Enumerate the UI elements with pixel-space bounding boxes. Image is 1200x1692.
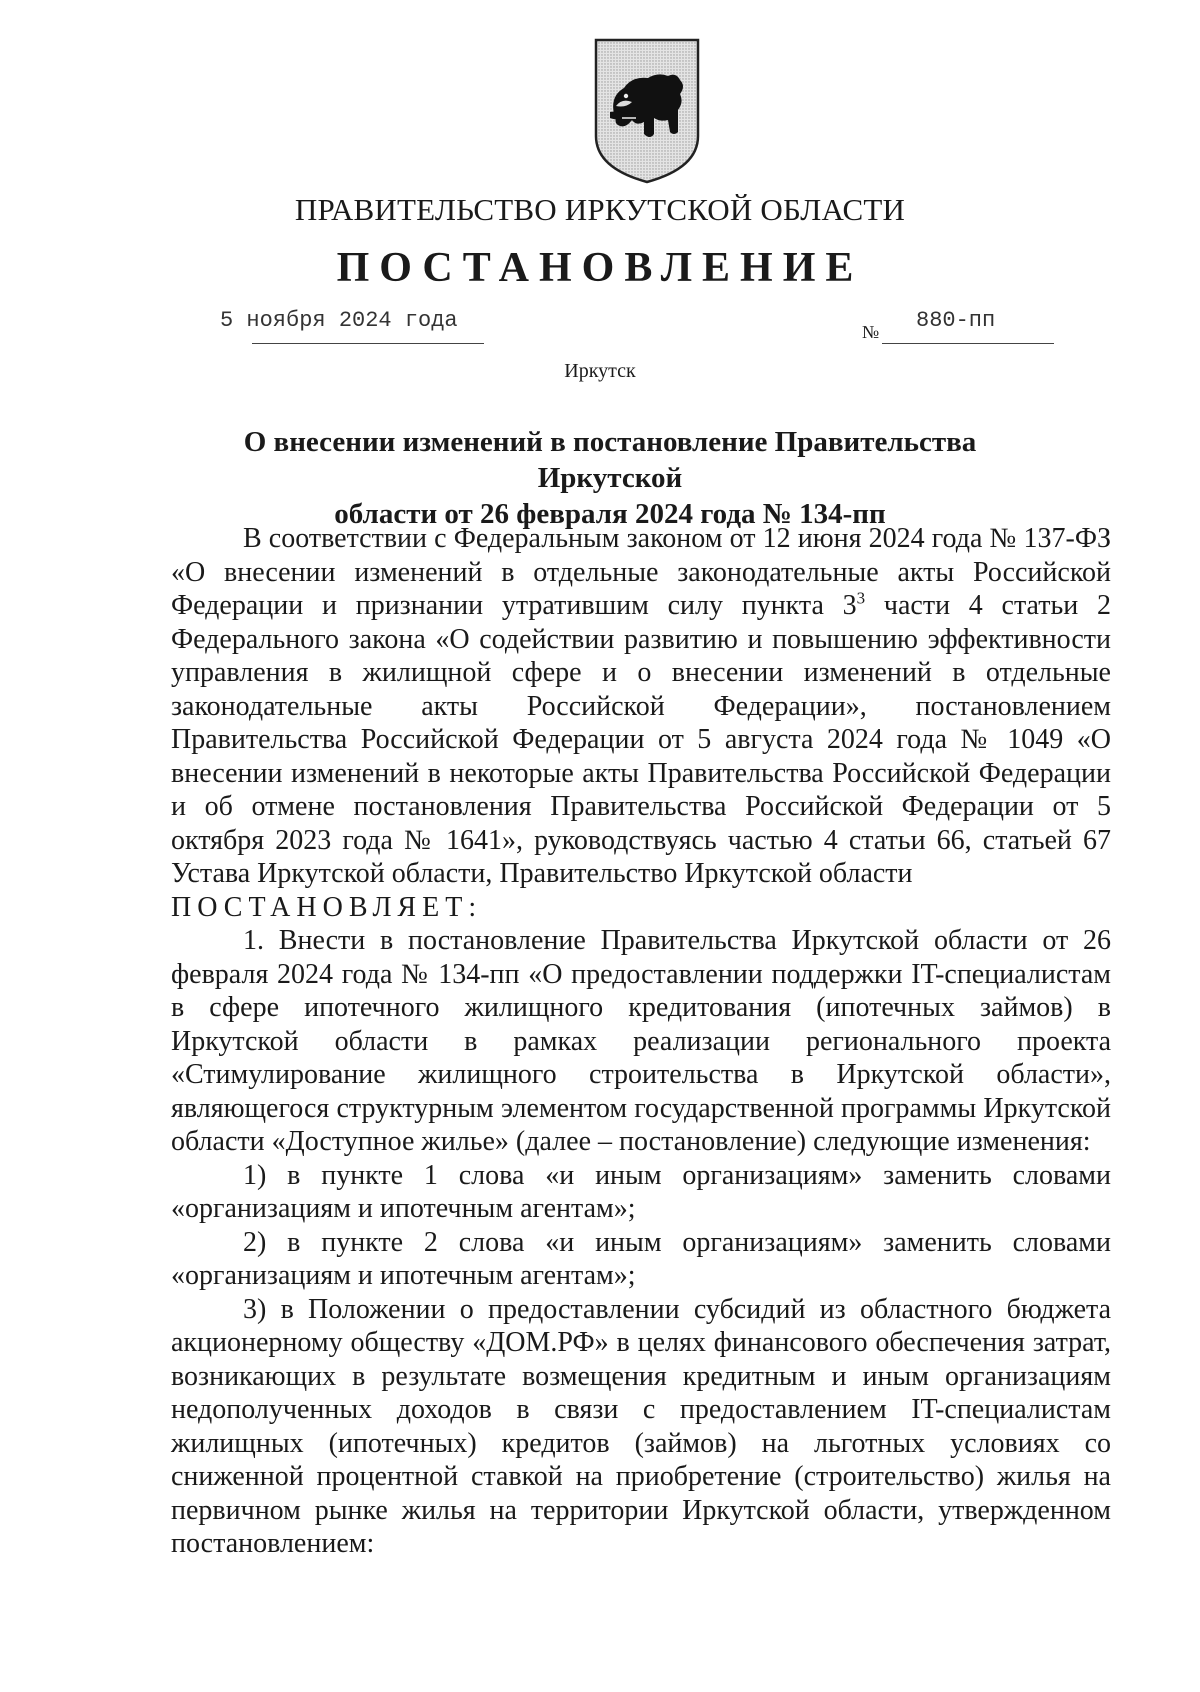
preamble-text-1: В соответствии с Федеральным законом от 12 июня 2024 года № 137-ФЗ «О внесении изменений в отдельные законодательные акты Российской Федерации и признании утратившим силу пункта 3 bbox=[171, 523, 1111, 621]
date-underline bbox=[252, 343, 484, 344]
decree-subject bbox=[180, 424, 1040, 532]
document-type-title: ПОСТАНОВЛЕНИЕ bbox=[336, 245, 864, 291]
subitem-1-paragraph: 1) в пункте 1 слова «и иным организациям» заменить словами «организациям и ипотечным агентам»; bbox=[171, 1159, 1111, 1224]
preamble-superscript: 3 bbox=[856, 588, 866, 608]
preamble-paragraph bbox=[171, 522, 1111, 891]
decree-word-paragraph bbox=[171, 891, 1111, 925]
decree-body bbox=[171, 522, 1111, 1561]
preamble-text-2: части 4 статьи 2 Федерального закона «О содействии развитию и повышению эффективности управления в жилищной сфере и о внесении изменений в отдельные законодательные акты Российской Федерации», постановлением Правительства Российской Федерации от 5 августа 2024 года № 1049 «О внесении изменений в некоторые акты Правительства Российской Федерации и об отмене постановления Правительства Российской Федерации от 5 октября 2023 года № 1641», руководствуясь частью 4 статьи 66, статьей 67 Устава Иркутской области, Правительство Иркутской области bbox=[171, 590, 1111, 889]
number-sign: № bbox=[862, 322, 880, 342]
decree-number: 880-пп bbox=[916, 308, 996, 333]
number-underline bbox=[882, 343, 1054, 344]
decree-word: ПОСТАНОВЛЯЕТ: bbox=[171, 891, 483, 923]
subitem-2-paragraph: 2) в пункте 2 слова «и иным организациям» заменить словами «организациям и ипотечным агентам»; bbox=[171, 1226, 1111, 1291]
subject-line-2: области от 26 февраля 2024 года № 134-пп bbox=[334, 498, 886, 530]
subject-line-1: О внесении изменений в постановление Правительства Иркутской bbox=[243, 426, 977, 494]
government-title: ПРАВИТЕЛЬСТВО ИРКУТСКОЙ ОБЛАСТИ bbox=[294, 192, 906, 227]
decree-date: 5 ноября 2024 года bbox=[220, 308, 458, 333]
coat-of-arms-emblem bbox=[592, 36, 702, 186]
item-1-paragraph: 1. Внести в постановление Правительства Иркутской области от 26 февраля 2024 года № 134-пп «О предоставлении поддержки IT-специалистам в сфере ипотечного жилищного кредитования (ипотечных займов) в Иркутской области в рамках реализации регионального проекта «Стимулирование жилищного строительства в Иркутской области», являющегося структурным элементом государственной программы Иркутской области «Доступное жилье» (далее – постановление) следующие изменения: bbox=[171, 925, 1111, 1157]
city-name: Иркутск bbox=[564, 360, 636, 382]
subitem-3-paragraph: 3) в Положении о предоставлении субсидий из областного бюджета акционерному обществу «ДОМ.РФ» в целях финансового обеспечения затрат, возникающих в результате возмещения кредитным и иным организациям недополученных доходов в связи с предоставлением IT-специалистам жилищных (ипотечных) кредитов (займов) на льготных условиях со сниженной процентной ставкой на приобретение (строительство) жилья на первичном рынке жилья на территории Иркутской области, утвержденном постановлением: bbox=[171, 1293, 1111, 1559]
